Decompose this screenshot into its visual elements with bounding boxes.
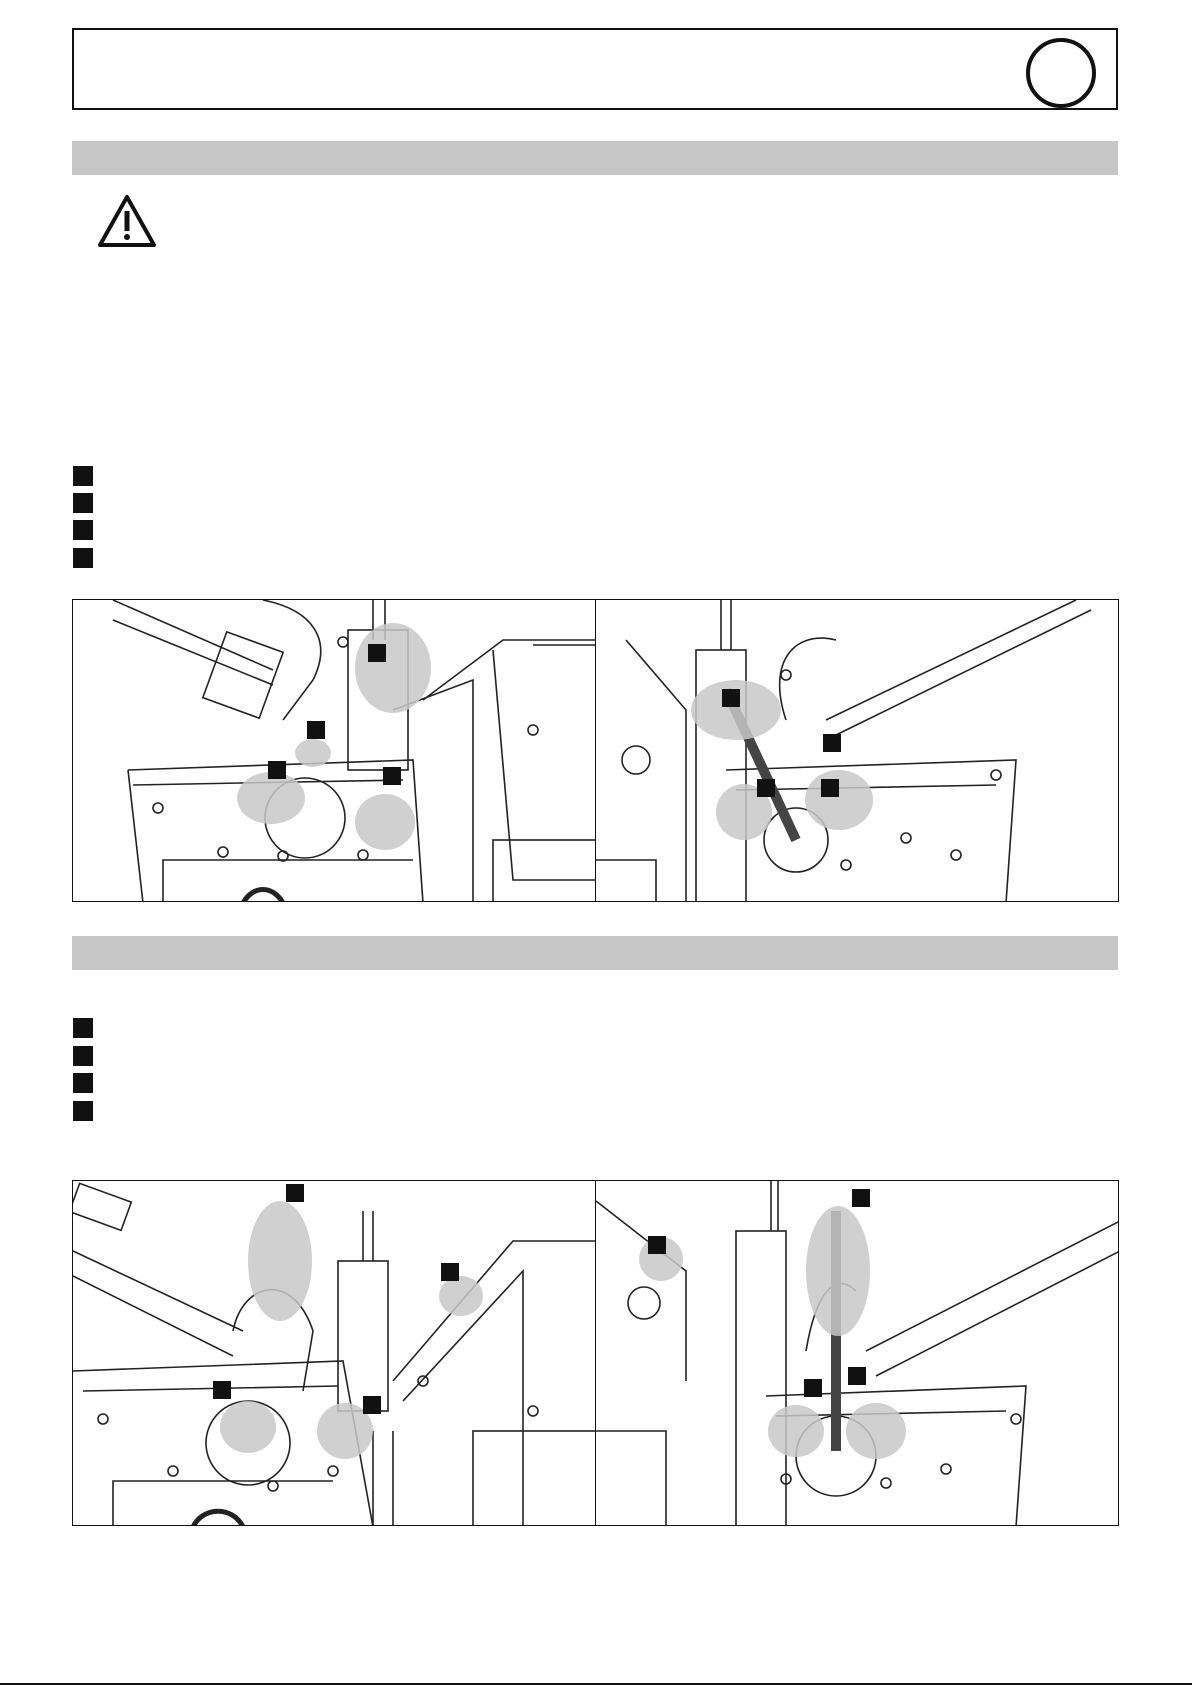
- figure-callout: [307, 721, 325, 739]
- figure-callout: [286, 1184, 304, 1202]
- figure-callout: [441, 1263, 459, 1281]
- figure-callout: [368, 644, 386, 662]
- figure-1-left: [72, 599, 596, 902]
- step-marker-2: [73, 1046, 93, 1066]
- header-box: [72, 28, 1118, 110]
- figure-callout: [848, 1367, 866, 1385]
- figure-callout: [213, 1381, 231, 1399]
- section-heading-bar-2: [72, 936, 1118, 970]
- figure-callout: [804, 1379, 822, 1397]
- figure-2-right: [595, 1180, 1119, 1526]
- step-marker-3: [73, 520, 93, 540]
- figure-1-right: [595, 599, 1119, 902]
- warning-triangle-icon: [96, 193, 158, 249]
- figure-callout: [823, 734, 841, 752]
- figure-callout: [821, 779, 839, 797]
- step-marker-1: [73, 1018, 93, 1038]
- figure-callout: [648, 1236, 666, 1254]
- language-badge: [1026, 38, 1096, 108]
- machine-drawing-1b: [596, 600, 1119, 902]
- figure-callout: [757, 779, 775, 797]
- machine-drawing-1a: [73, 600, 596, 902]
- figure-callout: [383, 767, 401, 785]
- section-heading-bar-1: [72, 141, 1118, 175]
- step-marker-2: [73, 493, 93, 513]
- figure-callout: [722, 689, 740, 707]
- figure-callout: [363, 1396, 381, 1414]
- step-marker-1: [73, 466, 93, 486]
- figure-2-left: [72, 1180, 596, 1526]
- step-marker-4: [73, 1101, 93, 1121]
- machine-drawing-2b: [596, 1181, 1119, 1526]
- figure-callout: [268, 761, 286, 779]
- machine-drawing-2a: [73, 1181, 596, 1526]
- figure-callout: [852, 1189, 870, 1207]
- step-marker-3: [73, 1073, 93, 1093]
- step-marker-4: [73, 548, 93, 568]
